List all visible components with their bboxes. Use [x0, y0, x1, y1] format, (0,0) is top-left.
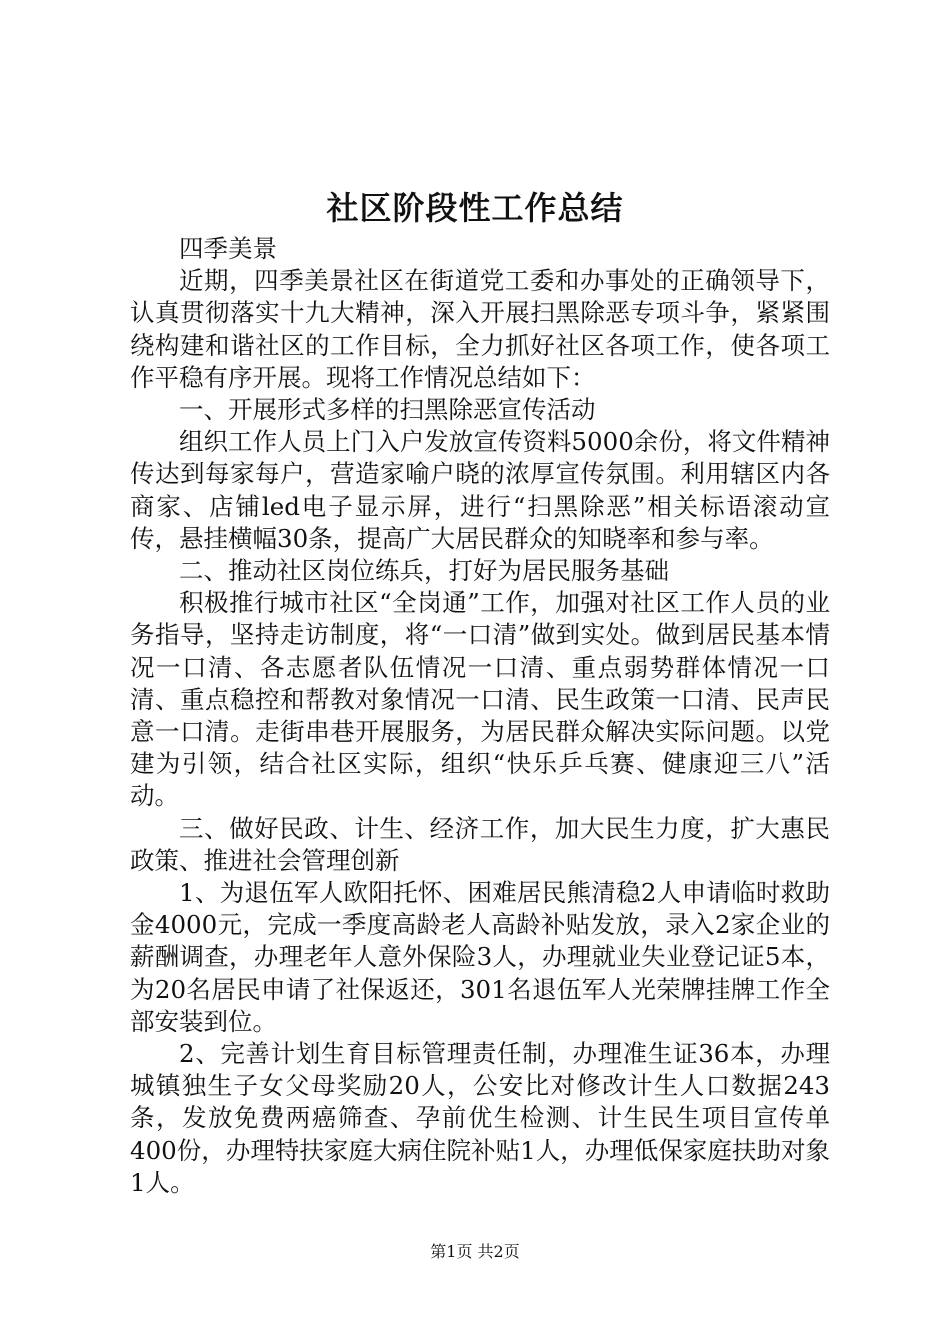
heading-section-3: 三、做好民政、计生、经济工作，加大民生力度，扩大惠民政策、推进社会管理创新: [130, 813, 830, 875]
paragraph-item-1: 1、为退伍军人欧阳托怀、困难居民熊清稳2人申请临时救助金4000元，完成一季度高龄老人高龄补贴发放，录入2家企业的薪酬调查，办理老年人意外保险3人，办理就业失业登记证5本，为20名居民申请了社保返还，301名退伍军人光荣牌挂牌工作全部安装到位。: [130, 878, 830, 1036]
heading-section-2: 二、推动社区岗位练兵，打好为居民服务基础: [179, 556, 669, 586]
heading-section-1: 一、开展形式多样的扫黑除恶宣传活动: [179, 395, 596, 425]
paragraph-item-2: 2、完善计划生育目标管理责任制，办理准生证36本，办理城镇独生子女父母奖励20人，公安比对修改计生人口数据243条，发放免费两癌筛查、孕前优生检测、计生民生项目宣传单400份，办理特扶家庭大病住院补贴1人，办理低保家庭扶助对象1人。: [130, 1039, 830, 1197]
document-body: [130, 233, 830, 1199]
paragraph-section-2: 积极推行城市社区“全岗通”工作，加强对社区工作人员的业务指导，坚持走访制度，将“一口清”做到实处。做到居民基本情况一口清、各志愿者队伍情况一口清、重点弱势群体情况一口清、重点稳控和帮教对象情况一口清、民生政策一口清、民声民意一口清。走街串巷开展服务，为居民群众解决实际问题。以党建为引领，结合社区实际，组织“快乐乒乓赛、健康迎三八”活动。: [130, 588, 830, 811]
paragraph-intro: 近期，四季美景社区在街道党工委和办事处的正确领导下，认真贯彻落实十九大精神，深入开展扫黑除恶专项斗争，紧紧围绕构建和谐社区的工作目标，全力抓好社区各项工作，使各项工作平稳有序开展。现将工作情况总结如下：: [130, 266, 830, 392]
paragraph-section-1: 组织工作人员上门入户发放宣传资料5000余份，将文件精神传达到每家每户，营造家喻户晓的浓厚宣传氛围。利用辖区内各商家、店铺led电子显示屏，进行“扫黑除恶”相关标语滚动宣传，悬挂横幅30条，提高广大居民群众的知晓率和参与率。: [130, 427, 830, 553]
document-title: 社区阶段性工作总结: [326, 189, 624, 227]
page-number-footer: 第1页 共2页: [430, 1242, 520, 1261]
paragraph-community-name: 四季美景: [179, 234, 277, 263]
